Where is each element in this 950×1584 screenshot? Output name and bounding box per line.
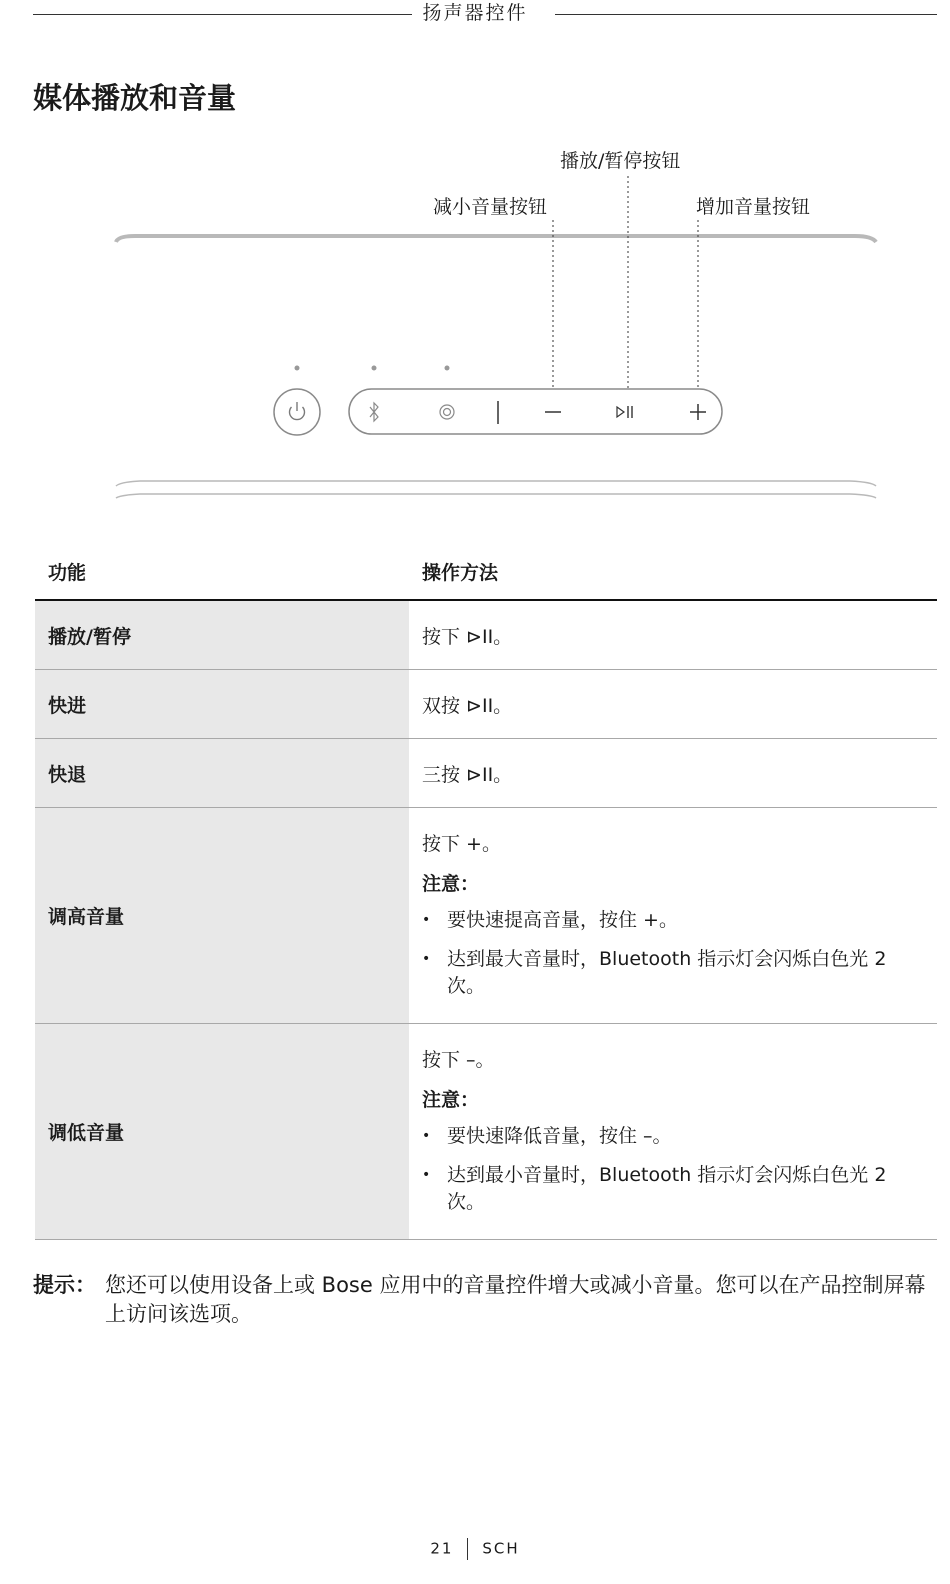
speaker-top-illustration	[0, 140, 950, 510]
tip-text: 您还可以使用设备上或 Bose 应用中的音量控件增大或减小音量。您可以在产品控制屏幕上访问该选项。	[105, 1273, 926, 1326]
function-cell: 快进	[35, 670, 409, 739]
page-footer	[0, 1538, 950, 1560]
callout-volume-up: 增加音量按钮	[696, 196, 811, 218]
table-row	[35, 808, 937, 1024]
note-list	[422, 1123, 924, 1216]
power-indicator-dot	[295, 366, 300, 371]
function-cell: 调低音量	[35, 1024, 409, 1240]
page-number: 21	[430, 1539, 454, 1558]
button-strip	[349, 389, 722, 434]
column-header-function: 功能	[35, 548, 409, 600]
list-item: • 要快速提高音量，按住 +。	[422, 907, 924, 934]
method-text: 按下 +。	[422, 833, 501, 855]
function-cell: 快退	[35, 739, 409, 808]
callout-play-pause: 播放/暂停按钮	[560, 150, 681, 172]
power-button[interactable]	[274, 389, 320, 435]
method-cell	[409, 808, 937, 1024]
table-header-row	[35, 548, 937, 600]
callout-volume-down: 减小音量按钮	[433, 196, 548, 218]
method-cell: 双按 ⊳II。	[409, 670, 937, 739]
list-item: • 达到最小音量时，Bluetooth 指示灯会闪烁白色光 2 次。	[422, 1162, 924, 1216]
function-cell: 播放/暂停	[35, 600, 409, 670]
table-row	[35, 739, 937, 808]
list-item: • 要快速降低音量，按住 –。	[422, 1123, 924, 1150]
column-header-method: 操作方法	[409, 548, 937, 600]
method-cell: 三按 ⊳II。	[409, 739, 937, 808]
speaker-controls-diagram	[0, 140, 950, 510]
bluetooth-indicator-dot	[372, 366, 377, 371]
header-title: 扬声器控件	[0, 0, 950, 26]
table-row	[35, 600, 937, 670]
method-cell: 按下 ⊳II。	[409, 600, 937, 670]
method-text: 按下 –。	[422, 1049, 495, 1071]
note-list	[422, 907, 924, 1000]
function-cell: 调高音量	[35, 808, 409, 1024]
section-title: 媒体播放和音量	[33, 81, 237, 115]
operations-table	[35, 548, 937, 1240]
method-cell	[409, 1024, 937, 1240]
tip-note	[33, 1271, 938, 1329]
table-row	[35, 670, 937, 739]
list-item: • 达到最大音量时，Bluetooth 指示灯会闪烁白色光 2 次。	[422, 946, 924, 1000]
action-indicator-dot	[445, 366, 450, 371]
table-row	[35, 1024, 937, 1240]
footer-separator	[467, 1538, 468, 1560]
language-code: SCH	[482, 1539, 520, 1558]
tip-label: 提示：	[33, 1273, 96, 1297]
note-label: 注意：	[422, 873, 480, 895]
note-label: 注意：	[422, 1089, 480, 1111]
